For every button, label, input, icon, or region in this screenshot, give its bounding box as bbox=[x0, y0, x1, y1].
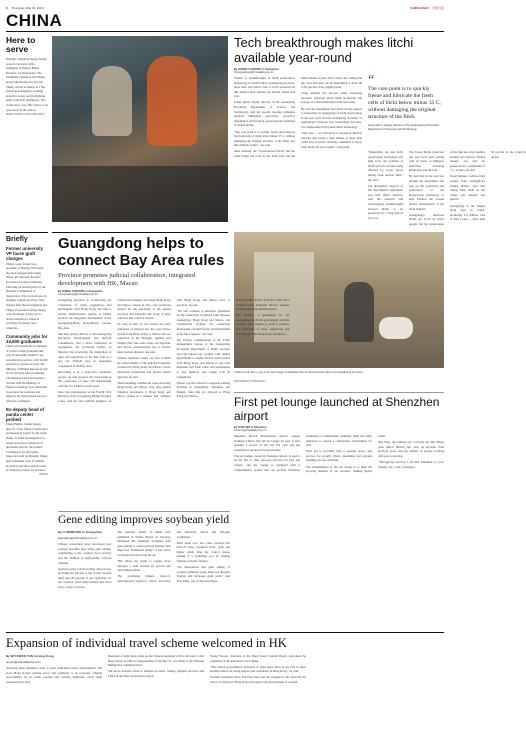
gene-paragraph: Soybean as the world's leading oilseed crop, providing 60 percent of the world's protein meal and 28 percent of the vegetable oil, but soybean yield improvement has been slow, a major concern. bbox=[58, 566, 112, 590]
gene-headline: Gene editing improves soybean yield bbox=[58, 514, 230, 526]
guangdong-paragraph: Since the promulgation of the Fourth Civil Division of the Guangdong Higher People's Court, said the first judicial guidance on commercial disputes involving Hong Kong and Macao issued in this court promoted respect for the autonomy of the parties involved and expanded the scope of legal selection that could be chosen. bbox=[58, 298, 171, 403]
gene-paragraph: The promising mutant, meta-7a, demonstrated balanced carbon allocation and enhanced carbon and nitrogen acquisition. bbox=[117, 530, 230, 583]
guangdong-paragraph: Drivers are also allowed to upgrade parking facilities in Guangzhou, Shenzhen and Zhuhai, cities that are adjacent to Hong Kong and Macao. bbox=[176, 380, 230, 399]
page-number: 6 bbox=[6, 6, 8, 10]
photo-visitor bbox=[344, 282, 374, 342]
guangdong-email: zhengcaixiong@chinadaily.com.cn bbox=[58, 293, 98, 297]
travel-headline: Expansion of individual travel scheme welcomed in HK bbox=[6, 636, 287, 650]
gene-paragraph: Chinese researchers have developed new soybean breeding lines using gene editing, contributing to the country's food security and the addition of high-quality soybean varieties. bbox=[58, 542, 112, 565]
guangdong-byline: By ZHENG CAIXIONG in Guangzhou bbox=[58, 290, 103, 293]
tech-headline: Tech breakthrough makes litchi available year-round bbox=[234, 35, 414, 65]
travel-rule bbox=[6, 632, 444, 633]
travel-body bbox=[6, 654, 306, 742]
pull-quote-block bbox=[368, 73, 444, 131]
gene-email: liwenfang@chinadaily.com.cn bbox=[58, 536, 98, 541]
tech-email: zhongcaixiong@chinadaily.com.cn bbox=[234, 71, 274, 75]
pull-quote: The core point is to quickly freeze and lubricate the fresh cells of litchi below minus 35 C, without damaging the original structure of the flesh. bbox=[368, 86, 441, 120]
quote-attribution: Liang Qinru, deputy director of the Guangdong Provincial Department of Science and Technology bbox=[368, 123, 439, 131]
guangdong-paragraph: Over 120,000 drivers from the SARs have obtained their mainland driver's licenses without taking the mainland tests. bbox=[235, 298, 290, 312]
lounge-paragraph: "Through the services, I felt that Shenzhen is a pet-friendly city," said a passenger. bbox=[378, 459, 444, 469]
briefly-item-headline: Former university VP faces graft charges bbox=[6, 246, 44, 262]
briefly-heading: Briefly bbox=[6, 236, 28, 243]
photo-figure-left bbox=[92, 66, 132, 136]
travel-byline: By WU KWOK-YAN in Hong Kong bbox=[6, 654, 54, 658]
guangdong-paragraph: Zhu Wei, deputy director of the Guangdong Provincial Development and Reform Commission, told a news conference in Guangzhou, the provincial capital, on Monday that promoting the integration of rules and regulations in the Bay Area is a key but difficult step in deepening cooperation in the Bay Area. bbox=[58, 331, 112, 368]
tech-paragraph: Liang detailed the process while answering reporters' questions about litchi production and storage on a livestream held in late last week. bbox=[301, 91, 362, 105]
tech-body-continued bbox=[368, 150, 526, 228]
lounge-paragraph: Shenzhen Bao'an International Airport opened Southern China's first private lounge for pets, at first opening a service in the city last year and has expanded its services in recent months. bbox=[234, 434, 300, 452]
here-to-serve-credit: WANG YANSHI / FOR CHINA DAILY bbox=[6, 113, 46, 117]
lounge-body bbox=[234, 434, 444, 628]
pet-photo-caption: Visitors look after a dog at the pet lounge at Shenzhen Bao'an International Airport in Guangdong province. bbox=[234, 370, 364, 374]
guangdong-headline: Guangdong helps to connect Bay Area rules bbox=[58, 235, 225, 269]
briefly-item-body: Zhang Gong, former vice-president of Beijing University, has been charged with taking bribes, the Supreme People's Procuratorate said on Monday, following an investigation by the National Commission of Supervision. The procuratorate in Nanjing, Jiangsu province, filed charges after the investigation into Zhang. Prosecutors allege Zhang took advantage of his posts to obtain benefits for others in exchange for money and valuables. bbox=[6, 261, 48, 330]
lounge-paragraph: The pet lounge, owned by Shenzhen airport, is said to be the first to offer one-stop services for pets and owners, and the lounge is equipped with a comprehensive system that can provide veterinary monitoring of temperature, humidity, light and other indicators to ensure a comfortable environment for pets. bbox=[234, 434, 372, 472]
guangdong-byline-block bbox=[58, 290, 138, 297]
gene-paragraph: The research, details of which were published in Nature Plants on Tuesday, addressed this challenge. Scientists used gene editing to create soybean mutants with improved "nodulation ability", a key factor in nitrogen fixation from the air. bbox=[117, 530, 171, 557]
tech-paragraph: Guangdong's delicious litchis are loved by many people, but the preservation of the fruit has long troubled farmers and vendors. Litchis usually can only be preserved for a maximum of 7 to 10 days, he said. bbox=[409, 150, 485, 226]
guangdong-paragraph: Wei Wenhua, a spokesman for the Guangdong provincial government, said the province will continue to work to promote the connection of rules, regulations and mechanisms with Hong Kong and Macao. bbox=[235, 313, 290, 336]
gene-rule bbox=[58, 511, 230, 512]
here-to-serve-title: Here to serve bbox=[6, 35, 36, 54]
quote-mark-icon: “ bbox=[368, 73, 375, 88]
tech-paragraph: Guangdong is the largest litchi base in China, producing 1.6 million tons of fruit a year — more than 50 percent of the country's output. bbox=[450, 150, 526, 222]
masthead-dateline-row bbox=[6, 6, 44, 10]
travel-paragraph: Yeung Yiu-kai, chairman of the Hong Kong Tourism Board, welcomed the expansion of the individual visit scheme. bbox=[210, 654, 306, 663]
travel-paragraph: Allowing more mainland cities to have individual travel endorsements will boost Hong Kong's tourism sector and contribute to its economy, offering opportunities for its retail, tourism and catering industries, travel trade representatives said. bbox=[6, 666, 102, 684]
guangdong-rule bbox=[52, 232, 228, 233]
guangdong-paragraph: Xie Ziyuan, commissioner of the traffic management bureau at the Guangdong Provincial Department of Public Security said the bureau has worked with related departments to enable drivers with licenses from Hong Kong and Macao to use both mainland and SAR codes and permissions to pay highway and bridge tolls in Guangdong. bbox=[176, 337, 230, 379]
guangdong-paragraph: Describing it as a long-term systematic project, he said progress has been made in the connection of rules and mechanisms with the two SARs in recent years. bbox=[58, 369, 112, 388]
briefly-item-body: China will expand the recruitment of recent college graduates this year in the health, medical care and education sectors, with 34,600 positions at grassroots level, the Ministry of Human Resources and Social Security said on Monday. The ministry said it had issued a circular with the Ministry of Finance requiring local authorities to promote the positions and improve the employment services offered to graduates. bbox=[6, 343, 48, 404]
paper-name: CHINA DAILY bbox=[410, 6, 430, 10]
briefly-item-headline: Community jobs for 34,600 graduates bbox=[6, 333, 48, 344]
paper-name-block bbox=[410, 6, 444, 10]
travel-paragraph: The move includes Xi'an in Shaanxi province, Xining, Qinghai province and Lhasa in the Tibet autonomous region. bbox=[108, 669, 204, 678]
tech-paragraph: Dong Weihua, a white-collar worker from Guangzhou's Tianhe district, said that eating fresh litchi in the winter was unusual and special. bbox=[450, 174, 485, 202]
briefly-credit: XINHUA bbox=[38, 472, 48, 476]
gene-byline: By LI WENFANG in Guangzhou bbox=[58, 530, 103, 534]
travel-paragraph: Tourism lawmaker Perry Yiu Pak-wing said the expansion will diversify the source of visitors to Hong Kong and support the development of tourism. bbox=[210, 675, 306, 684]
travel-paragraph: Residents of eight more cities on the Chinese mainland will be allowed to visit Hong Kong and Macao independently from May 27, according to the National Immigration Administration. bbox=[108, 654, 204, 668]
gene-body bbox=[58, 530, 230, 628]
photo-dog bbox=[379, 317, 413, 339]
tech-paragraph: Thanks to breakthroughs in litchi preservation technology in South China's Guangdong province, more than 100 metric tons of litchi preserved in this method have entered the market earlier this year. bbox=[234, 76, 295, 99]
pet-photo-credit: PROVIDED TO CHINA DAILY bbox=[234, 380, 266, 383]
briefly-item-body: Zhang Hemin, former deputy director of the China Conservation and Research Center for the Giant Panda, is under investigation for suspected serious violations of discipline and law, the Central Commission for Discipline Inspection said on Monday. Zhang held leadership roles in wildlife protection and the research center in Sichuan province for decades. bbox=[6, 422, 48, 473]
tech-paragraph: "This year, ... we will strive to expand production capacity and create a sales market of more than 2,000 tons of litchi, allowing consumers to enjoy fresh litchis all year around," Liang said. bbox=[301, 131, 362, 149]
here-to-serve-block bbox=[6, 36, 48, 116]
guangdong-paragraph: "We will continue to introduce guidelines for the connection of judicial rules between Guangdong, Hong Kong and Macao, and continuously promote the connection mechanism of judicial rules and mechanism in the three regions," she said. bbox=[176, 308, 230, 336]
lounge-headline: First pet lounge launched at Shenzhen airport bbox=[234, 395, 440, 423]
lounge-email: zhoumo@chinadaily.com.cn bbox=[234, 429, 267, 433]
masthead-rule bbox=[6, 31, 444, 32]
photo-ground bbox=[52, 166, 228, 222]
travel-paragraph: "The central government's inclusion of eight more cities in the IVS in three months reflects its strong support and confidence in Hong Kong," he said. bbox=[210, 664, 306, 674]
briefly-item-headline: Ex-deputy head of panda center probed bbox=[6, 406, 45, 423]
here-to-serve-caption: Olympic champion Zhang Yuxing poses for pictures with a firefighter in Wuhan, Hubei Province, on Wednesday. The swimming champion and Zhang, along with friends Lin Tao and Zhang, served as interns at a fire station in Guangzhou, learning about fire safety and firefighting skills from their firefighters. The events drew over 200 visitors to an open event in the station. bbox=[6, 57, 48, 112]
lounge-rule bbox=[234, 392, 444, 393]
guangdong-paragraph: When handling commercial cases involving Hong Kong and Macao, they may submit litigation documents to Hong Kong and Macao parties in a manner that complies with Hong Kong and Macao laws or practices, he said. bbox=[117, 298, 230, 399]
lounge-paragraph: Each pet is provided with a separate space, and services for security check, quarantine and customs handling are also available. bbox=[306, 449, 372, 463]
tech-paragraph: He said the department had given strong support to researchers in Guangdong on litchi preservation in the past years and the Guangdong Academy of Agricultural Sciences was researching the ultra-low temperature litchi preservation technology. bbox=[301, 106, 362, 129]
gene-paragraph: "We demonstrate that gene editing of soybean symbiotic genes improves nitrogen fixation and increases grain yield," said Tian Zhixi, one of the researchers. bbox=[176, 565, 230, 583]
tech-paragraph: "The core point is to quickly freeze and lubricate the fresh cells of litchi below minus 35 C, without damaging the original structure of the flesh, just like animals' bodies," she said. bbox=[234, 129, 295, 148]
lounge-paragraph: The establishment of the pet lounge is to meet the growing demand of pet travelers, making flights easier. bbox=[306, 434, 386, 474]
tech-byline: By ZHONG CAIXIONG in Guangzhou bbox=[234, 68, 279, 71]
dateline: Thursday, May 16, 2024 bbox=[11, 6, 44, 10]
tech-paragraph: Liang Qinru, deputy director of the Guangdong Provincial Department of Science and Technology, said the special freezing technique involves immediate precooling, protective dehydration and freezing, preserving the freshness of picked litchis. bbox=[234, 100, 295, 128]
travel-email: wuyan@chinadailyhk.com bbox=[6, 660, 41, 665]
gene-paragraph: Field trials over two years showed that meta-7a lines produced more pods and higher yields than the control group, making it a promising tool for leading Chinese soybean varieties. bbox=[176, 540, 230, 564]
briefly-column bbox=[6, 236, 48, 476]
tech-body bbox=[234, 76, 362, 228]
guangdong-paragraph: As long as they do not violate the basic principles of national law, the court allows parties from Hong Kong or Macao that are registered in the Hengqin, Qianhai and Nansha pilot free trade zones can negotiate and choose extraterritorial law to resolve their contract disputes, she said. bbox=[117, 322, 171, 355]
paper-chinese-name: 中国日报 bbox=[431, 6, 444, 10]
tech-paragraph: After thawing, the "frozen-thawed litchi" has the same bright red color as the fresh fruit and the flesh remains crystal clear, Liang said, adding that the color and taste can be maintained at about 90 to 95 percent of the original level. bbox=[234, 76, 362, 158]
gene-paragraph: This allows the plants to capture more nitrogen, a vital nutrient for growth and yield enhancement. bbox=[117, 559, 171, 573]
photo-figure-firefighter bbox=[147, 56, 197, 146]
briefly-rule bbox=[6, 232, 48, 233]
tech-paragraph: The frozen litchis preserved last year have been selling well on major e-commerce platforms, including Pinduoduo and JD.com. bbox=[409, 150, 444, 173]
tech-paragraph: Wu Shengzhou, director of the department's agriculture and rural affairs division, said the research and technological breakthroughs allowed litchis to be preserved for a long time at low cost. bbox=[368, 183, 403, 220]
guangdong-paragraph: Guangdong province is accelerating the connection of rules, regulations and mechanisms with Hong Kong and Macao special administrative regions to further promote the integrated development of the Guangdong-Hong Kong-Macao Greater Bay Area. bbox=[58, 298, 112, 330]
tech-paragraph: "Meanwhile, the new litchi preservation technology will help solve the problem of litchi growers' income being affected by lower prices during peak harvest time," she said. bbox=[368, 150, 403, 182]
tech-paragraph: He said that in the next few months the department will step up the promotion and application of the preservation technology to help advance the overall quality development of the litchi industry. bbox=[409, 174, 444, 211]
guangdong-paragraph: Chinese mainland courts can also confirm the enforceability of the judicial documents produced by Hong Kong and Macao courts, arbitration institutions and private transit agencies, he said. bbox=[117, 356, 171, 379]
lounge-paragraph: Wei Ying, the Chinese pet economy hit 300 billion yuan ($41.6 billion) last year, an increase from previous years, and the number of people traveling with pets is growing. bbox=[378, 440, 444, 458]
section-title: CHINA bbox=[6, 11, 63, 30]
here-to-serve-photo bbox=[52, 36, 228, 222]
lounge-byline: By ZHOU MO in Shenzhen bbox=[234, 426, 267, 429]
tech-byline-block bbox=[234, 68, 344, 75]
lounge-byline-block bbox=[234, 426, 304, 433]
guangdong-deck: Province promotes judicial collaboration, integrated development with HK, Macao bbox=[58, 272, 196, 287]
